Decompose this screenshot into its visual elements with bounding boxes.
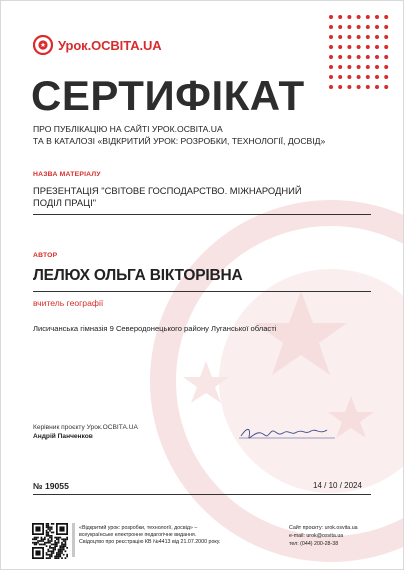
footer-line-1: «Відкритий урок: розробки, технології, досвід» – [79,525,198,531]
material-label: НАЗВА МАТЕРІАЛУ [33,171,101,178]
project-head-role: Керівник проєкту Урок.ОСВІТА.UA [33,424,138,431]
author-position: вчитель географії [33,298,104,308]
qr-code[interactable] [32,523,68,559]
certificate-subtitle [33,124,383,147]
project-head-name: Андрій Панченков [33,433,93,440]
footer-email-link[interactable]: e-mail: urok@osvita.ua [289,532,344,539]
author-divider [33,291,371,292]
logo[interactable] [33,35,162,55]
material-divider [33,214,371,215]
footer-contacts [289,525,399,548]
certificate-number: № 19055 [33,481,69,491]
author-workplace: Лисичанська гімназія 9 Северодонецького району Луганської області [33,324,277,333]
logo-icon [33,35,53,55]
issue-date: 14 / 10 / 2024 [313,481,362,490]
subtitle-line-2: ТА В КАТАЛОЗІ «ВІДКРИТИЙ УРОК: РОЗРОБКИ, ТЕХНОЛОГІЇ, ДОСВІД» [33,135,326,146]
certificate-title: СЕРТИФІКАТ [31,72,305,119]
footer-site-link[interactable]: Сайт проєкту: urok.osvita.ua [289,525,358,531]
author-label: АВТОР [33,252,58,259]
footer-phone: тел: (044) 200-28-38 [289,540,339,547]
author-name: ЛЕЛЮХ ОЛЬГА ВІКТОРІВНА [33,267,243,284]
number-date-divider [33,494,371,495]
material-title-line-2: ПОДІЛ ПРАЦІ" [33,197,97,208]
footer-line-2: всеукраїнське електронне педагогічне видання. [79,532,197,539]
footer-publication-info [79,525,269,547]
footer-line-3: Свідоцтво про реєстрацію КВ №4413 від 21.07.2000 року. [79,539,221,546]
subtitle-line-1: ПРО ПУБЛІКАЦІЮ НА САЙТІ УРОК.OCBITA.UA [33,124,223,134]
material-title-line-1: ПРЕЗЕНТАЦІЯ "СВІТОВЕ ГОСПОДАРСТВО. МІЖНАРОДНИЙ [33,185,302,196]
signature [237,423,337,443]
footer-separator [72,523,75,557]
material-title [33,185,368,209]
dot-grid-decoration [327,13,391,93]
logo-text: Урок.ОСВІТА.UA [58,37,162,53]
